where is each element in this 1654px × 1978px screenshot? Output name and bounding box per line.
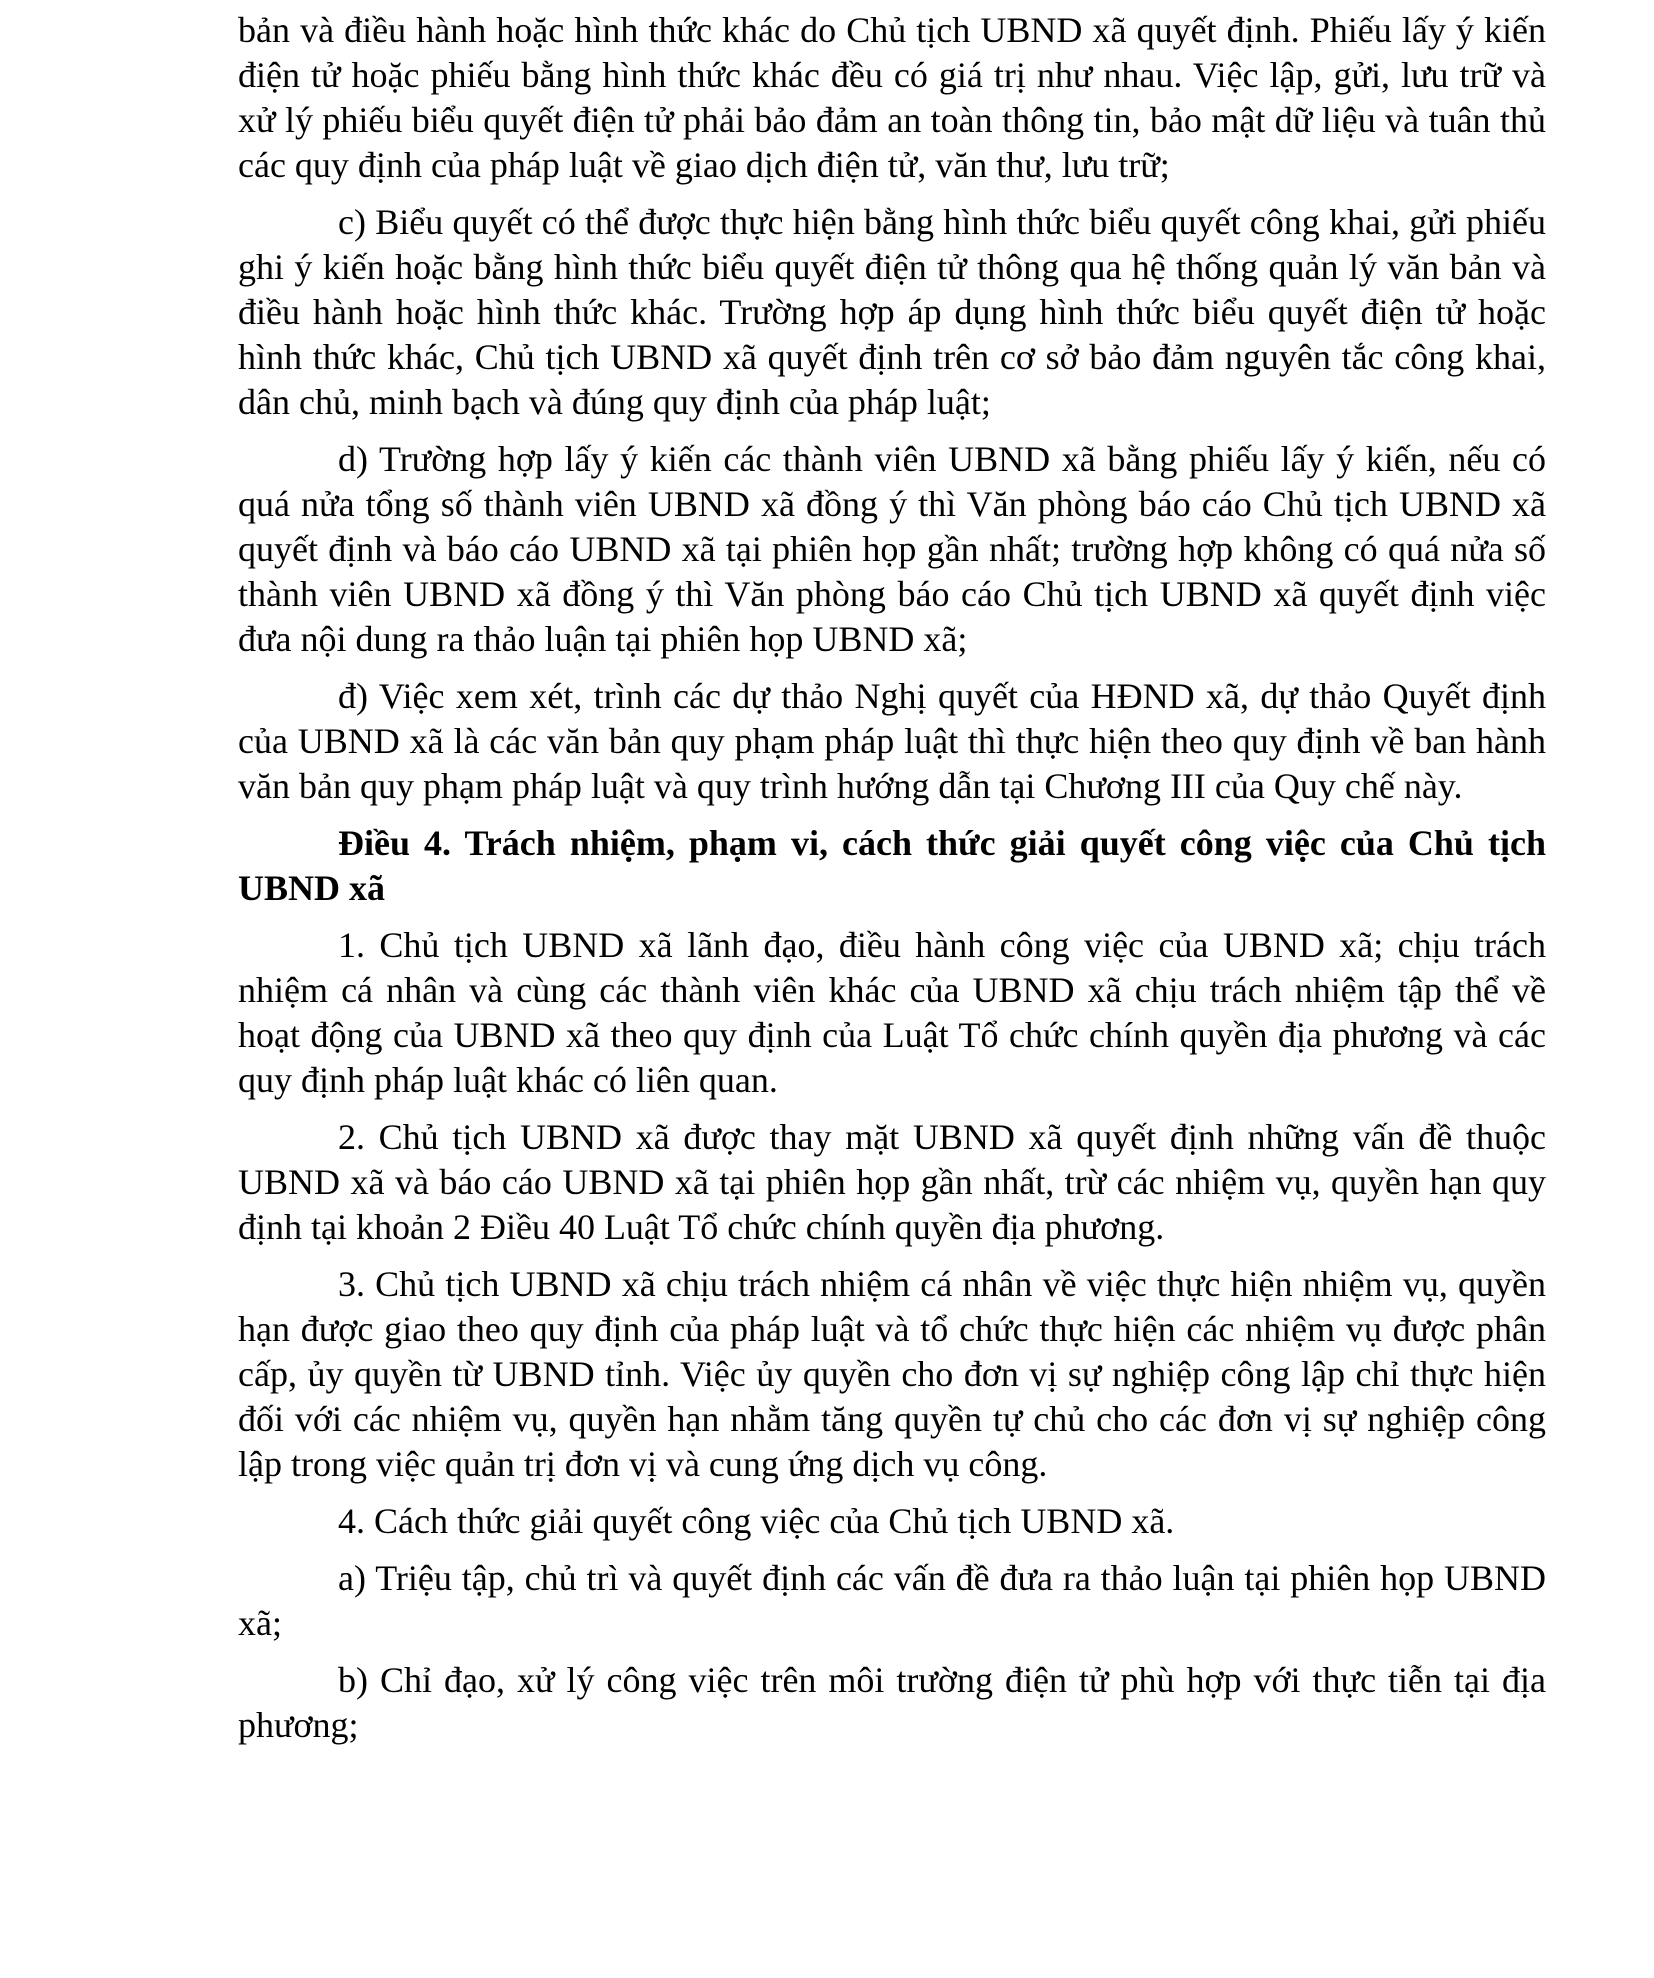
paragraph-continuation: bản và điều hành hoặc hình thức khác do Chủ tịch UBND xã quyết định. Phiếu lấy ý kiến điện tử hoặc phiếu bằng hình thức khác đều có giá trị như nhau. Việc lập, gửi, lưu trữ và xử lý phiếu biểu quyết điện tử phải bảo đảm an toàn thông tin, bảo mật dữ liệu và tuân thủ các quy định của pháp luật về giao dịch điện tử, văn thư, lưu trữ; xyxy=(238,10,1546,185)
document-page xyxy=(238,8,1546,1748)
paragraph-clause-2: 2. Chủ tịch UBND xã được thay mặt UBND xã quyết định những vấn đề thuộc UBND xã và báo cáo UBND xã tại phiên họp gần nhất, trừ các nhiệm vụ, quyền hạn quy định tại khoản 2 Điều 40 Luật Tổ chức chính quyền địa phương. xyxy=(238,1117,1546,1247)
paragraph-item-c: c) Biểu quyết có thể được thực hiện bằng hình thức biểu quyết công khai, gửi phiếu ghi ý kiến hoặc bằng hình thức biểu quyết điện tử thông qua hệ thống quản lý văn bản và điều hành hoặc hình thức khác. Trường hợp áp dụng hình thức biểu quyết điện tử hoặc hình thức khác, Chủ tịch UBND xã quyết định trên cơ sở bảo đảm nguyên tắc công khai, dân chủ, minh bạch và đúng quy định của pháp luật; xyxy=(238,202,1546,422)
article-4-heading: Điều 4. Trách nhiệm, phạm vi, cách thức giải quyết công việc của Chủ tịch UBND xã xyxy=(238,823,1546,908)
paragraph-clause-4: 4. Cách thức giải quyết công việc của Chủ tịch UBND xã. xyxy=(338,1501,1175,1541)
paragraph-item-b: b) Chỉ đạo, xử lý công việc trên môi trường điện tử phù hợp với thực tiễn tại địa phương; xyxy=(238,1660,1546,1745)
paragraph-item-d: d) Trường hợp lấy ý kiến các thành viên UBND xã bằng phiếu lấy ý kiến, nếu có quá nửa tổng số thành viên UBND xã đồng ý thì Văn phòng báo cáo Chủ tịch UBND xã quyết định và báo cáo UBND xã tại phiên họp gần nhất; trường hợp không có quá nửa số thành viên UBND xã đồng ý thì Văn phòng báo cáo Chủ tịch UBND xã quyết định việc đưa nội dung ra thảo luận tại phiên họp UBND xã; xyxy=(238,439,1546,659)
paragraph-item-dd: đ) Việc xem xét, trình các dự thảo Nghị quyết của HĐND xã, dự thảo Quyết định của UBND xã là các văn bản quy phạm pháp luật thì thực hiện theo quy định về ban hành văn bản quy phạm pháp luật và quy trình hướng dẫn tại Chương III của Quy chế này. xyxy=(238,676,1546,806)
paragraph-clause-1: 1. Chủ tịch UBND xã lãnh đạo, điều hành công việc của UBND xã; chịu trách nhiệm cá nhân và cùng các thành viên khác của UBND xã chịu trách nhiệm tập thể về hoạt động của UBND xã theo quy định của Luật Tổ chức chính quyền địa phương và các quy định pháp luật khác có liên quan. xyxy=(238,925,1546,1100)
paragraph-clause-3: 3. Chủ tịch UBND xã chịu trách nhiệm cá nhân về việc thực hiện nhiệm vụ, quyền hạn được giao theo quy định của pháp luật và tổ chức thực hiện các nhiệm vụ được phân cấp, ủy quyền từ UBND tỉnh. Việc ủy quyền cho đơn vị sự nghiệp công lập chỉ thực hiện đối với các nhiệm vụ, quyền hạn nhằm tăng quyền tự chủ cho các đơn vị sự nghiệp công lập trong việc quản trị đơn vị và cung ứng dịch vụ công. xyxy=(238,1264,1546,1484)
paragraph-item-a: a) Triệu tập, chủ trì và quyết định các vấn đề đưa ra thảo luận tại phiên họp UBND xã; xyxy=(238,1558,1546,1643)
